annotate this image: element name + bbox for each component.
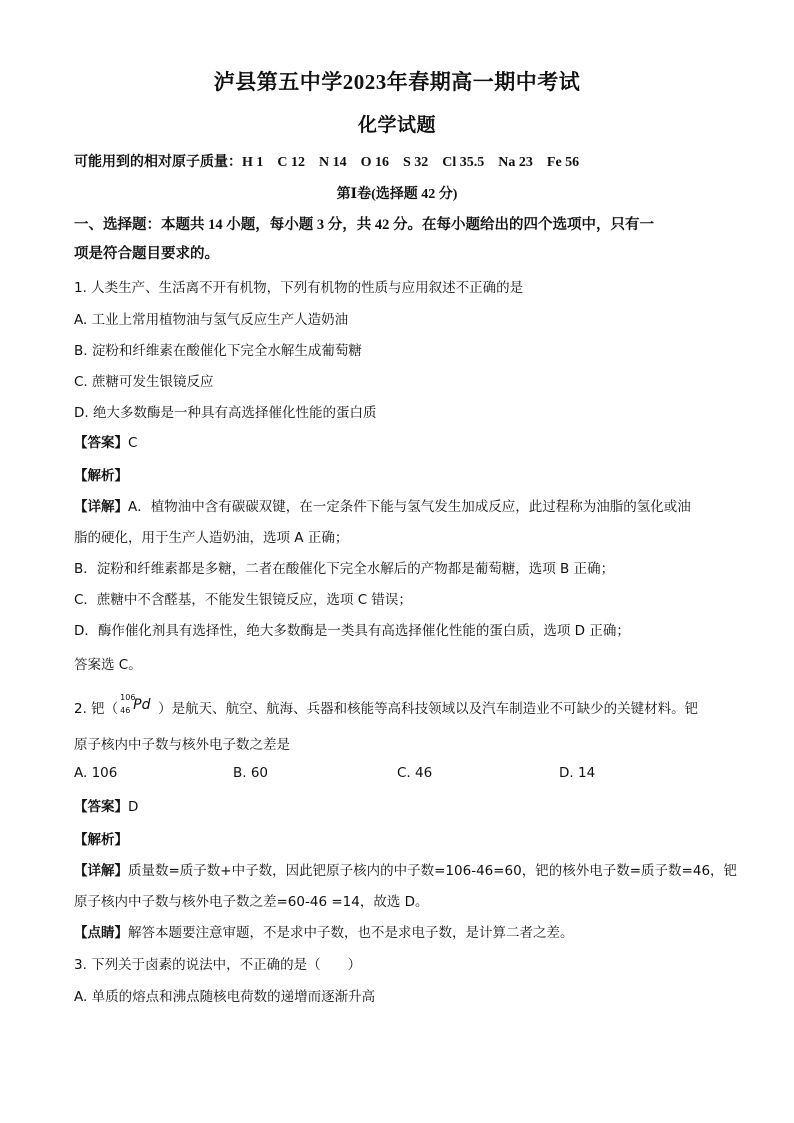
q1-option-b: B. 淀粉和纤维素在酸催化下完全水解生成葡萄糖 [74,343,362,359]
q2-option-d: D. 14 [559,765,596,781]
answer-value: D [128,799,139,815]
q1-answer [74,431,137,451]
answer-tag: 【答案】 [74,799,128,815]
detail-text: A．植物油中含有碳碳双键，在一定条件下能与氢气发生加成反应，此过程称为油脂的氢化或油 [128,499,691,515]
detail-tag: 【详解】 [74,863,128,879]
q2-comment [74,921,574,941]
q2-analysis-tag: 【解析】 [74,832,128,848]
q1-detail-line2: 脂的硬化，用于生产人造奶油，选项 A 正确； [74,530,349,546]
detail-tag: 【详解】 [74,499,128,515]
comment-tag: 【点睛】 [74,925,128,941]
q2-stem-line2: 原子核内中子数与核外电子数之差是 [74,737,290,753]
q2-detail-line2: 原子核内中子数与核外电子数之差=60-46 =14，故选 D。 [74,894,429,910]
isotope-mass-number: 106 [120,693,136,702]
detail-text: 质量数=质子数+中子数，因此钯原子核内的中子数=106-46=60，钯的核外电子数=质子数=46，钯 [128,863,738,879]
q3-option-a: A. 单质的熔点和沸点随核电荷数的递增而逐渐升高 [74,989,376,1005]
q2-option-c: C. 46 [397,765,433,781]
volume-title: 第Ⅰ卷(选择题 42 分) [336,187,458,202]
atomic-masses: 可能用到的相对原子质量：H 1 C 12 N 14 O 16 S 32 Cl 35.5 Na 23 Fe 56 [74,155,580,170]
q1-detail-line1 [74,495,691,515]
section-instruction-line2: 项是符合题目要求的。 [74,246,219,262]
comment-text: 解答本题要注意审题，不是求中子数，也不是求电子数，是计算二者之差。 [128,925,574,941]
q1-option-d: D. 绝大多数酶是一种具有高选择催化性能的蛋白质 [74,405,377,421]
q1-detail-line5: D．酶作催化剂具有选择性，绝大多数酶是一类具有高选择催化性能的蛋白质，选项 D 正确； [74,623,630,639]
q3-stem: 3. 下列关于卤素的说法中，不正确的是（ ） [74,957,362,973]
q2-stem-line1 [74,693,699,717]
q2-stem-post: ）是航天、航空、航海、兵器和核能等高科技领域以及汽车制造业不可缺少的关键材料。钯 [158,701,699,717]
subject-title: 化学试题 [357,115,436,136]
palladium-isotope [118,693,158,717]
isotope-atomic-number: 46 [120,706,131,715]
q1-option-c: C. 蔗糖可发生银镜反应 [74,374,214,390]
q1-detail-line3: B．淀粉和纤维素都是多糖，二者在酸催化下完全水解后的产物都是葡萄糖，选项 B 正确； [74,561,615,577]
answer-value: C [128,435,138,451]
q2-stem-pre: 2. 钯（ [74,701,119,717]
q1-analysis-tag: 【解析】 [74,468,128,484]
isotope-symbol: Pd [133,697,151,713]
q1-conclusion: 答案选 C。 [74,657,142,673]
q1-option-a: A. 工业上常用植物油与氢气反应生产人造奶油 [74,312,349,328]
q2-detail-line1 [74,859,737,879]
section-instruction-line1: 一、选择题：本题共 14 小题，每小题 3 分，共 42 分。在每小题给出的四个选项中，只有一 [74,217,654,233]
q2-answer [74,795,138,815]
exam-title: 泸县第五中学2023年春期高一期中考试 [213,70,581,94]
q1-detail-line4: C．蔗糖中不含醛基，不能发生银镜反应，选项 C 错误； [74,592,412,608]
answer-tag: 【答案】 [74,435,128,451]
q2-option-a: A. 106 [74,765,118,781]
q1-stem: 1. 人类生产、生活离不开有机物，下列有机物的性质与应用叙述不正确的是 [74,280,524,296]
q2-option-b: B. 60 [233,765,269,781]
